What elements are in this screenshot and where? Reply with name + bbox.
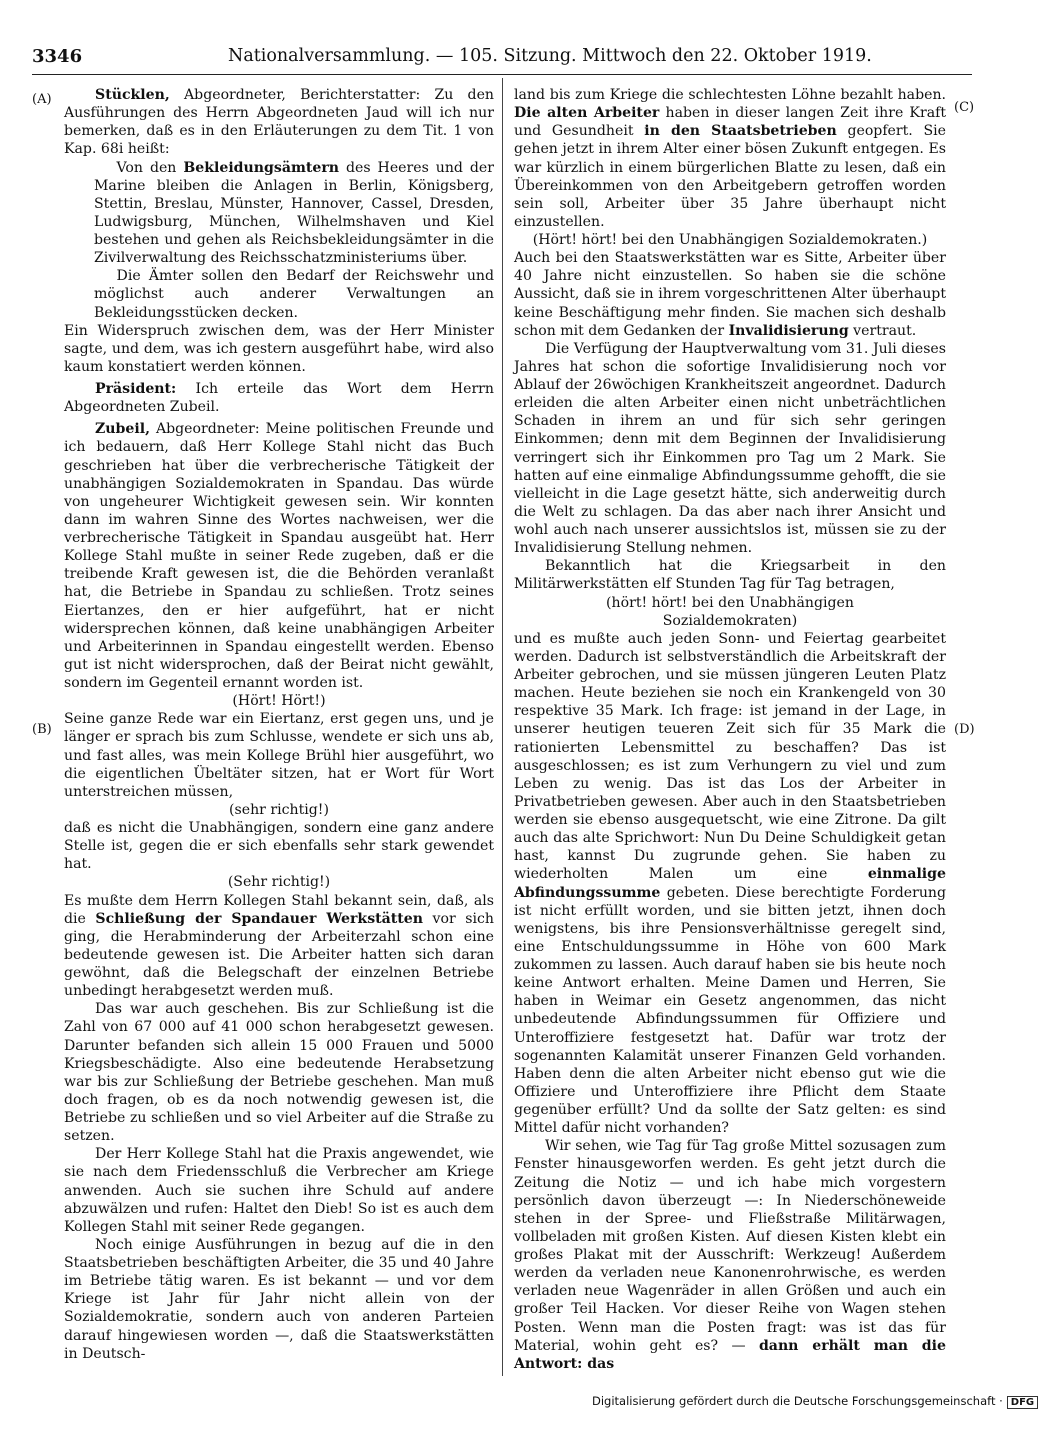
paragraph: Der Herr Kollege Stahl hat die Praxis angewendet, wie sie nach dem Friedensschluß die Verbrecher am Kriege anwenden. Auch sie suchen ihre Schuld auf andere abzuwälzen und rufen: Haltet den Dieb! So ist es auch dem Kollegen Stahl mit seiner Rede gegangen. [64, 1146, 494, 1235]
interjection: (sehr richtig!) [229, 801, 329, 818]
interjection: (Sehr richtig!) [227, 874, 331, 891]
paragraph: Die Verfügung der Hauptverwaltung vom 31. Juli dieses Jahres hat schon die sofortige Invalidisierung noch vor Ablauf der 26wöchigen Krankheitszeit angeordnet. Dadurch erleiden die alten Arbeiter einen nicht unbeträchtlichen Schaden in ihrem an und für sich sehr geringen Einkommen; denn mit dem Beginnen der Invalidisierung verringert sich ihr Einkommen pro Tag um 2 Mark. Sie hatten auf eine einmalige Abfindungssumme gehofft, die sie vielleicht in die Lage gesetzt hätte, sich anderweitig durch die Welt zu schlagen. Da das aber nach ihrer Ansicht und wohl auch nach unserer aussichtslos ist, müssen sie zu der Invalidisierung Stellung nehmen. [514, 340, 946, 557]
column-divider [502, 78, 503, 1376]
paragraph [64, 420, 494, 692]
quote-text: des Heeres und der Marine bleiben die Anlagen in Berlin, Königsberg, Stettin, Breslau, Münster, Hannover, Cassel, Dresden, Ludwigsburg, München, Wilhelmshaven und Kiel bestehen und gehen als Reichsbekleidungsämter in die Zivilverwaltung des Reichsschatzministeriums über. [94, 159, 494, 267]
quotation: Die Ämter sollen den Bedarf der Reichswehr und möglichst auch anderer Verwaltungen an Bekleidungsstücken decken. [94, 268, 494, 321]
paragraph [64, 892, 494, 1001]
running-title: Nationalversammlung. — 105. Sitzung. Mittwoch den 22. Oktober 1919. [228, 46, 872, 66]
speech-text: vor sich ging, die Herabminderung der Arbeiterzahl schon eine bedeutende gewesen ist. Die Arbeiter hatten sich daran gewöhnt, daß die Belegschaft der einzelnen Betriebe unbedingt herabgesetzt werden muß. [64, 910, 495, 1000]
speech-text: haben in dieser langen Zeit ihre Kraft und Gesundheit [514, 105, 946, 140]
paragraph: daß es nicht die Unabhängigen, sondern eine ganz andere Stelle ist, gegen die er sich ebenfalls sehr stark gewendet hat. [64, 820, 494, 873]
emphasis: einmalige Abfindungssumme [514, 866, 946, 901]
speech-text: Ich erteile das Wort dem Herrn Abgeordneten Zubeil. [64, 381, 494, 416]
page-header [32, 44, 972, 72]
speech-text: Wir sehen, wie Tag für Tag große Mittel sozusagen zum Fenster hinausgeworfen werden. Es geht jetzt durch die Zeitung die Notiz — und ich habe mich vorgestern persönlich davon überzeugt —: In Niederschöneweide stehen in der Spree- und Fließstraße Militärwagen, vollbeladen mit großen Kisten. Auf diesen Kisten klebt ein großes Plakat mit der Ausschrift: Werkzeug! Außerdem werden da verladen neue Kanonenrohrwische, es werden verladen neue Wagenräder in allen Größen und auch ein großer Teil Hacken. Vor dieser Reihe von Wagen stehen Posten. Wenn man die Posten fragt: was ist das für Material, wohin geht es? — [514, 1138, 946, 1354]
interjection: (hört! hört! bei den Unabhängigen Sozialdemokraten) [606, 594, 854, 629]
emphasis: dann erhält man die Antwort: das [514, 1337, 946, 1372]
paragraph: Bekanntlich hat die Kriegsarbeit in den Militärwerkstätten elf Stunden Tag für Tag betragen, [514, 558, 946, 593]
speech-text: land bis zum Kriege die schlechtesten Löhne bezahlt haben. [514, 87, 946, 103]
speech-text: Abgeordneter: Meine politischen Freunde und ich bedauern, daß Herr Kollege Stahl nicht das Buch geschrieben hat über die verbrecherische Tätigkeit der unabhängigen Sozialdemokraten in Spandau. Das würde von ungeheurer Wichtigkeit gewesen sein. Wir konnten dann im wahren Sinne des Wortes nachweisen, wer die verbrecherische Tätigkeit in Spandau ausgeübt hat. Herr Kollege Stahl mußte in seiner Rede zugeben, daß er die treibende Kraft gewesen ist, die die Behörden veranlaßt hat, die Betriebe in Spandau zu schließen. Trotz seines Eiertanzes, den er hier aufgeführt, hat er nicht widersprechen können, daß keine unabhängigen Arbeiter und Arbeiterinnen in Spandau eingestellt werden. Ebenso gut ist nicht widersprochen, daß der Beirat nicht gewählt, sondern im Gegenteil ernannt worden ist. [64, 421, 494, 691]
quote-text: Von den [116, 159, 184, 176]
left-column [64, 86, 494, 1363]
margin-marker-c: (C) [954, 100, 975, 115]
speech-text: Auch bei den Staatswerkstätten war es Sitte, Arbeiter über 40 Jahre nicht einzustellen. So haben sie die schöne Aussicht, daß sie in ihrem vorgeschrittenen Alter überhaupt keine Beschäftigung mehr finden. Sie machen sich deshalb schon mit dem Gedanken der [514, 250, 946, 339]
header-rule [32, 74, 972, 75]
paragraph [64, 86, 494, 159]
right-column [514, 86, 946, 1373]
speaker-name: Zubeil, [95, 421, 150, 438]
paragraph: Das war auch geschehen. Bis zur Schließung ist die Zahl von 67 000 auf 41 000 schon herabgesetzt gewesen. Darunter befanden sich allein 15 000 Frauen und 5000 Kriegsbeschädigte. Also eine bedeutende Herabsetzung war bis zur Schließung der Betriebe geschehen. Man muß doch fragen, ob es da noch notwendig gewesen ist, die Betriebe zu schließen und so viel Arbeiter auf die Straße zu setzen. [64, 1001, 494, 1145]
footer-credit [592, 1394, 1038, 1409]
emphasis: Die alten Arbeiter [514, 105, 660, 122]
speaker-name: Präsident: [95, 381, 177, 397]
speech-text: Abgeordneter, Berichterstatter: Zu den Ausführungen des Herrn Abgeordneten Jaud will ich nur bemerken, daß es in den Erläuterungen zu dem Tit. 1 von Kap. 68i heißt: [64, 87, 494, 158]
margin-marker-d: (D) [954, 722, 975, 737]
margin-marker-b: (B) [32, 722, 52, 737]
paragraph [514, 630, 946, 1138]
speaker-name: Stücklen, [95, 87, 170, 103]
margin-marker-a: (A) [32, 92, 52, 107]
speech-text: und es mußte auch jeden Sonn- und Feiertag gearbeitet werden. Dadurch ist selbstverständlich die Arbeitskraft der Arbeiter gebrochen, und sie müssen jüngeren Leuten Platz machen. Heute beziehen sie noch ein Krankengeld von 30 respektive 35 Mark. Ich frage: ist jemand in der Lage, in unserer heutigen teueren Zeit sich für 35 Mark die rationierten Lebensmittel zu beschaffen? Das ist ausgeschlossen; es ist zum Verhungern zu viel und zum Leben zu wenig. Das ist das Los der Arbeiter in Privatbetrieben gewesen. Aber auch in den Staatsbetrieben werden sie ebenso ausgequetscht, wie eine Zitrone. Da gilt auch das alte Sprichwort: Nun Du Deine Schuldigkeit getan hast, kannst Du zugrunde gehen. Sie haben zu wiederholten Malen um eine [514, 630, 946, 883]
speech-text: vertraut. [848, 322, 917, 339]
interjection: (Hört! hört! bei den Unabhängigen Sozialdemokraten.) [532, 232, 928, 248]
speech-text: Es mußte dem Herrn Kollegen Stahl bekannt sein, daß, als die [64, 892, 494, 927]
emphasis: Invalidisierung [728, 322, 849, 339]
speech-text: geopfert. Sie gehen jetzt in ihrem Alter einer bösen Zukunft entgegen. Es war kürzlich in einem bürgerlichen Blatte zu lesen, daß ein Übereinkommen von den Arbeitgebern getroffen worden sein soll, Arbeiter über 35 Jahre überhaupt nicht einzustellen. [514, 123, 946, 230]
paragraph [514, 249, 946, 340]
paragraph [514, 86, 946, 231]
quotation [94, 159, 494, 268]
paragraph [64, 380, 494, 416]
emphasis: in den Staatsbetrieben [644, 123, 837, 140]
footer-text: Digitalisierung gefördert durch die Deutsche Forschungsgemeinschaft · [592, 1394, 1003, 1408]
dfg-logo: DFG [1007, 1396, 1038, 1409]
emphasis: Bekleidungsämtern [183, 159, 340, 176]
paragraph: Ein Widerspruch zwischen dem, was der Herr Minister sagte, und dem, was ich gestern ausgeführt habe, wird also kaum konstatiert werden können. [64, 322, 494, 375]
paragraph: Noch einige Ausführungen in bezug auf die in den Staatsbetrieben beschäftigten Arbeiter, die 35 und 40 Jahre im Betriebe tätig waren. Es ist bekannt — und vor dem Kriege ist Jahr für Jahr nicht allein von der Sozialdemokratie, sondern auch von anderen Parteien darauf hingewiesen worden —, daß die Staatswerkstätten in Deutsch- [64, 1236, 494, 1362]
paragraph [514, 1137, 946, 1373]
emphasis: Schließung der Spandauer Werkstätten [95, 910, 424, 927]
speech-text: gebeten. Diese berechtigte Forderung ist nicht erfüllt worden, und sie bitten jetzt, ihnen doch wenigstens, bis ihre Pensionsverhältnisse geregelt sind, eine Entschuldungssumme in Höhe von 600 Mark zukommen zu lassen. Auch darauf haben sie bis heute noch keine Antwort erhalten. Meine Damen und Herren, Sie haben in Weimar ein Gesetz angenommen, das nicht unbedeutende Abfindungssummen für Offiziere und Unteroffiziere festgesetzt hat. Dafür war trotz der sogenannten Kalamität unserer Finanzen Geld vorhanden. Haben denn die alten Arbeiter nicht ebenso gut wie die Offiziere und Unteroffiziere ihre Pflicht dem Staate gegenüber erfüllt? Und da sollte der Satz gelten: es sind Mittel dafür nicht vorhanden? [514, 884, 946, 1137]
paragraph: Seine ganze Rede war ein Eiertanz, erst gegen uns, und je länger er sprach bis zum Schlusse, wendete er sich uns ab, und fast alles, was mein Kollege Brühl hier ausgeführt, wo die eigentlichen Übeltäter sitzen, hat er Wort für Wort unterstreichen müssen, [64, 711, 494, 800]
interjection: (Hört! Hört!) [232, 693, 326, 710]
page-number: 3346 [32, 46, 83, 67]
